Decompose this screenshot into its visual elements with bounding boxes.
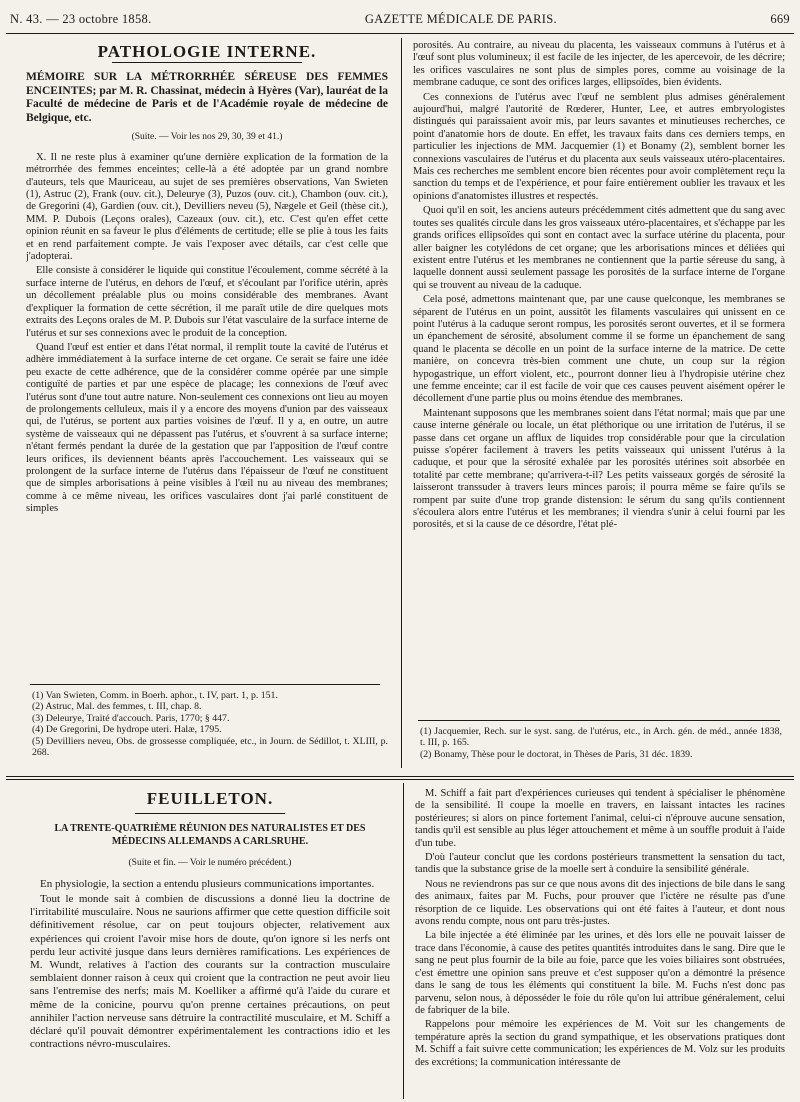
paragraph: Elle consiste à considérer le liquide qui constitue l'écoulement, comme sécrété à la surface interne de l'utérus, en dehors de l'œuf, et s'écoulant par l'orifice utérin, après un décollement préalable plus ou moins considérable des membranes. Avant d'expliquer la formation de cette sécrétion, il me paraît utile de dire quelques mots extraits des Leçons orales de M. P. Dubois sur l'état vasculaire de la surface interne de l'utérus et sur ses connexions avec le produit de la conception. <box>26 265 388 339</box>
left-footnotes <box>32 690 388 762</box>
feuilleton-underline <box>135 813 285 814</box>
feuilleton-title: FEUILLETON. <box>146 789 274 808</box>
header-rule <box>6 33 794 34</box>
paragraph: Ces connexions de l'utérus avec l'œuf ne semblent plus admises généralement aujourd'hui, malgré l'autorité de Rœderer, Hunter, Lee, et autres embryologistes distingués qui paraissaient avoir mis, par leurs savantes et minutieuses recherches, ce point d'anatomie hors de doute. En effet, les travaux faits dans ces derniers temps, en particulier les injections de MM. Jacquemier (1) et Bonamy (2), semblent borner les connexions vasculaires de l'utérus et du placenta aux seuls vaisseaux utéro-placentaires. Mais ces recherches me semblent encore bien récentes pour avoir complètement reçu la sanction du temps et de l'expérience, et pour faire entièrement oublier les travaux et les opinions d'anatomistes illustres et respectés. <box>413 91 785 202</box>
footnote: (4) De Gregorini, De hydrope uteri. Halæ, 1795. <box>32 724 222 736</box>
paragraph: X. Il ne reste plus à examiner qu'une dernière explication de la formation de la métrorrhée des femmes enceintes; celle-là a été adoptée par un grand nombre d'auteurs, tels que Mauriceau, au sujet de ses premières observations, Van Swieten (1), Astruc (2), Frank (ouv. cit.), Deleurye (3), Puzos (ouv. cit.), Chambon (ouv. cit.), de Gregorini (4), Gardien (ouv. cit.), Devilliers neveu (5), Nægele et Geil (thèse cit.), MM. P. Dubois (Leçons orales), Cazeaux (ouv. cit.), etc. C'est qu'en effet cette opinion réunit en sa faveur le plus d'éléments de certitude; elle se plie à tous les faits et en rend parfaitement compte. Je vais l'exposer avec détails, car c'est celle que j'adopterai. <box>26 151 388 263</box>
suite-note: (Suite. — Voir les nos 29, 30, 39 et 41.) <box>131 132 283 143</box>
feuilleton-suite-note: (Suite et fin. — Voir le numéro précédent.) <box>128 857 292 868</box>
issue-date: N. 43. — 23 octobre 1858. <box>10 11 152 26</box>
paragraph: Rappelons pour mémoire les expériences de M. Voit sur les changements de température après la section du grand sympathique, et les observations pratiques dont M. Schiff a fait suivre cette communication; les expériences de M. Volz sur les produits des excrétions; la communication intéressante de <box>415 1019 785 1068</box>
footnote: (1) Jacquemier, Rech. sur le syst. sang. de l'utérus, etc., in Arch. gén. de méd., année 1838, t. III, p. 165. <box>420 726 782 749</box>
paragraph: En physiologie, la section a entendu plusieurs communications importantes. <box>40 877 375 890</box>
feuilleton-right-column <box>415 788 785 1098</box>
paragraph: D'où l'auteur conclut que les cordons postérieurs transmettent la sensation du tact, tandis que la substance grise de la moelle sert à conduire la sensibilité générale. <box>415 852 785 876</box>
feuilleton-left-column <box>30 786 390 1098</box>
memoir-title: MÉMOIRE SUR LA MÉTRORRHÉE SÉREUSE DES FEMMES ENCEINTES; par M. R. Chassinat, médecin à Hyères (Var), lauréat de la Faculté de médecine de Paris et de l'Académie royale de médecine de Belgique, etc. <box>26 71 388 124</box>
right-article-column <box>413 40 785 680</box>
footnote: (5) Devilliers neveu, Obs. de grossesse compliquée, etc., in Journ. de Sédillot, t. XLIII, p. 268. <box>32 735 388 759</box>
feuilleton-rule-double <box>6 779 794 780</box>
paragraph: porosités. Au contraire, au niveau du placenta, les vaisseaux communs à l'utérus et à l'œuf sont plus volumineux; il est facile de les injecter, de les apercevoir, de les décrire; les orifices vasculaires ne sont plus de simples pores, comme au voisinage de la membrane caduque, ce sont des orifices larges, ellipsoïdes, bien évidents. <box>413 40 785 89</box>
footnote: (3) Deleurye, Traité d'accouch. Paris, 1770; § 447. <box>32 712 230 724</box>
page-header <box>10 8 790 30</box>
footnote: (1) Van Swieten, Comm. in Boerh. aphor., t. IV, part. 1, p. 151. <box>32 690 278 701</box>
left-article-column <box>26 40 388 680</box>
footnote-rule-left <box>30 684 380 685</box>
column-divider-upper <box>401 38 402 768</box>
paragraph: M. Schiff a fait part d'expériences curieuses qui tendent à spécialiser le phénomène de la sensibilité. Il coupe la moelle en travers, en laissant intactes les racines postérieures; si alors on pince fortement l'animal, celui-ci n'éprouve aucune sensation, tandis qu'il est sensible au plus léger attouchement et même à un souffle produit à l'aide d'un tube. <box>415 788 785 849</box>
paragraph: Tout le monde sait à combien de discussions a donné lieu la doctrine de l'irritabilité musculaire. Nous ne saurions affirmer que cette question difficile soit définitivement résolue, car on peut toujours objecter, relativement aux expériences qui croient l'avoir mise hors de doute, qu'on ignore si les nerfs ont perdu leur activité jusque dans leurs dernières ramifications. Les expériences de M. Wundt, relatives à l'action des courants sur la contraction musculaire semblaient donner raison à ceux qui croient que la contraction ne peut avoir lieu sans l'entremise des nerfs; mais M. Koelliker a affirmé qu'à l'aide du curare et même de la conicine, pourvu qu'on prenne certaines précautions, on peut annihiler l'action nerveuse sans détruire la contractilité musculaire, et M. Schiff a déclaré qu'il pouvait démontrer expérimentalement les contractions idio et les contractions névro-musculaires. <box>30 893 390 1051</box>
paragraph: Maintenant supposons que les membranes soient dans l'état normal; mais que par une cause interne générale ou locale, un état pléthorique ou une irritation de l'utérus, il se passe dans cet organe un afflux de liquides trop considérable pour que la circulation puisse s'opérer facilement à travers les petits vaisseaux qui unissent l'utérus à la caduque, et pour que la sérosité exhalée par les porosités utérines soit absorbée en totalité par cette membrane; qu'arrivera-t-il? Les petits vaisseaux gorgés de sérosité la laisseront transsuder à travers leurs minces parois; il pourra même se faire qu'ils se rompent par suite d'une trop grande distension: le sérum du sang qu'ils contiennent s'écoulera alors entre l'utérus et les membranes; il viendra s'unir à celui fourni par les porosités, et si la cause de ce désordre, l'état plé- <box>413 407 785 531</box>
footnote: (2) Astruc, Mal. des femmes, t. III, chap. 8. <box>32 701 202 713</box>
page-number: 669 <box>770 11 790 26</box>
footnote-rule-right <box>418 720 780 721</box>
reunion-title: LA TRENTE-QUATRIÈME RÉUNION DES NATURALISTES ET DES MÉDECINS ALLEMANDS A CARLSRUHE. <box>54 823 366 848</box>
paragraph: La bile injectée a été éliminée par les urines, et dès lors elle ne pouvait laisser de trace dans l'économie, à cause des petites quantités introduites dans le sang. Dire que le sang ne peut plus fournir de la bile au foie, parce que les voies biliaires sont obstruées, c'est émettre une opinion sans preuve et c'est supposer qu'on a démontré la présence dans le sang de tous les éléments qui constituent la bile. M. Fuchs n'est donc pas parvenu, selon nous, à déposséder le foie du rôle qu'on lui attribue généralement, celui de fabriquer de la bile. <box>415 930 785 1016</box>
footnote: (2) Bonamy, Thèse pour le doctorat, in Thèses de Paris, 31 déc. 1839. <box>420 748 693 760</box>
column-divider-lower <box>403 783 404 1099</box>
feuilleton-rule <box>6 776 794 777</box>
title-underline <box>112 62 302 63</box>
right-footnotes <box>420 726 782 766</box>
paragraph: Quand l'œuf est entier et dans l'état normal, il remplit toute la cavité de l'utérus et adhère immédiatement à la surface interne de cet organe. Ce serait se faire une idée peu exacte de cette adhérence, que de la considérer comme opérée par une simple contiguïté de parties et par une espèce de placage; les connexions de l'œuf avec l'utérus sont d'une tout autre nature. Non-seulement ces connexions ont lieu au moyen de prolongements celluleux, mais il y a encore des moyens d'union par des vaisseaux qui, de l'utérus, se portent aux parties voisines de l'œuf. Il y a, en outre, un autre système de vaisseaux qui ne dépassent pas l'utérus, et s'ouvrent à sa surface interne; n'étant fermés pendant la durée de la gestation que par l'apposition de l'œuf contre leurs orifices, ils deviennent béants après l'accouchement. Les vaisseaux qui se prolongent de la surface interne de l'utérus dans l'épaisseur de l'œuf ne constituent que de simples arborisations à peine visibles à l'œil nu au niveau des membranes; comme à ce même niveau, les orifices vasculaires dont j'ai parlé constituent de simples <box>26 341 388 515</box>
paragraph: Quoi qu'il en soit, les anciens auteurs précédemment cités admettent que du sang avec toutes ses qualités circule dans les gros vaisseaux utéro-placentaires, et s'échappe par les grands orifices ellipsoïdes qui sont en contact avec la surface utérine du placenta, pour aller baigner les cotylédons de cet organe; que les arborisations minces et déliées qui existent entre l'utérus et les membranes ne contiennent que la partie séreuse du sang, à laquelle donnent aussi seulement passage les porosités de la surface interne de l'organe qui se trouvent au niveau de la caduque. <box>413 205 785 291</box>
journal-title: GAZETTE MÉDICALE DE PARIS. <box>364 11 557 26</box>
paragraph: Nous ne reviendrons pas sur ce que nous avons dit des injections de bile dans le sang des animaux, faites par M. Fuchs, pour prouver que l'ictère ne résulte pas d'une résorption de ce liquide. Les observations qui ont été faites à l'auteur, et dont nous avons rendu compte, nous ont paru très-justes. <box>415 878 785 928</box>
paragraph: Cela posé, admettons maintenant que, par une cause quelconque, les membranes se séparent de l'utérus en un point, aussitôt les filaments vasculaires qui unissent en ce point l'utérus à la caduque seront rompus, les porosités seront ouvertes, et il se formera un épanchement de sérosité, absolument comme il se forme un épanchement de sang quand le placenta se décolle en un point de la surface interne de la matrice. De cette manière, on concevra très-bien comment une chute, un coup sur la région hypogastrique, un effort violent, etc., pourront donner lieu à l'hydropisie utérine chez une femme enceinte; car il est facile de voir que ces causes peuvent aisément opérer le décollement d'une partie plus ou moins étendue des membranes. <box>413 294 785 405</box>
section-title: PATHOLOGIE INTERNE. <box>97 42 317 61</box>
